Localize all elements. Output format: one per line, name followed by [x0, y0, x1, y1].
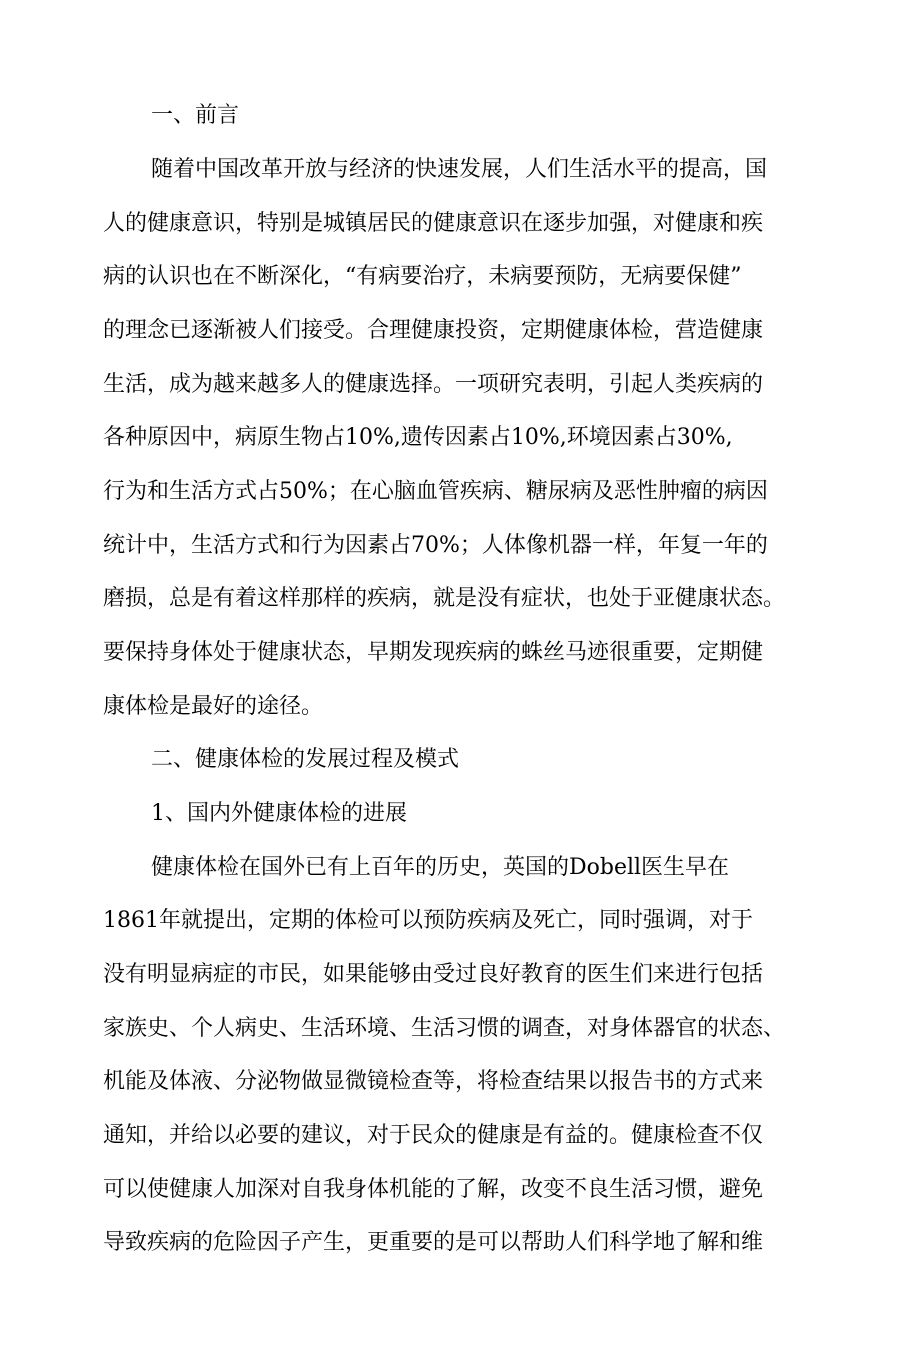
paragraph-line: 机能及体液、分泌物做显微镜检查等，将检查结果以报告书的方式来 — [103, 1069, 764, 1094]
paragraph-line: 导致疾病的危险因子产生，更重要的是可以帮助人们科学地了解和维 — [103, 1230, 764, 1255]
paragraph-line: 随着中国改革开放与经济的快速发展，人们生活水平的提高，国 — [151, 157, 768, 182]
heading-section-two: 二、健康体检的发展过程及模式 — [151, 747, 460, 772]
heading-preface: 一、前言 — [151, 103, 240, 128]
paragraph-line: 人的健康意识，特别是城镇居民的健康意识在逐步加强，对健康和疾 — [103, 211, 764, 236]
paragraph-line: 可以使健康人加深对自我身体机能的了解，改变不良生活习惯，避免 — [103, 1177, 764, 1202]
paragraph-line: 的理念已逐渐被人们接受。合理健康投资，定期健康体检，营造健康 — [103, 318, 764, 343]
paragraph-line: 通知，并给以必要的建议，对于民众的健康是有益的。健康检查不仅 — [103, 1123, 764, 1148]
paragraph-line: 1861年就提出，定期的体检可以预防疾病及死亡，同时强调，对于 — [103, 908, 753, 933]
subheading-progress: 1、国内外健康体检的进展 — [151, 801, 407, 826]
paragraph-line: 家族史、个人病史、生活环境、生活习惯的调查，对身体器官的状态、 — [103, 1016, 786, 1041]
paragraph-line: 康体检是最好的途径。 — [103, 694, 324, 719]
paragraph-line: 行为和生活方式占50%；在心脑血管疾病、糖尿病及恶性肿瘤的病因 — [103, 479, 768, 504]
paragraph-line: 生活，成为越来越多人的健康选择。一项研究表明，引起人类疾病的 — [103, 372, 764, 397]
paragraph-line: 磨损，总是有着这样那样的疾病，就是没有症状，也处于亚健康状态。 — [103, 586, 786, 611]
paragraph-line: 要保持身体处于健康状态，早期发现疾病的蛛丝马迹很重要，定期健 — [103, 640, 764, 665]
paragraph-line: 病的认识也在不断深化，“有病要治疗，未病要预防，无病要保健” — [103, 264, 742, 289]
paragraph-line: 各种原因中，病原生物占10%,遗传因素占10%,环境因素占30%, — [103, 425, 733, 450]
paragraph-line: 统计中，生活方式和行为因素占70%；人体像机器一样，年复一年的 — [103, 533, 768, 558]
paragraph-line: 健康体检在国外已有上百年的历史，英国的Dobell医生早在 — [151, 855, 730, 880]
paragraph-line: 没有明显病症的市民，如果能够由受过良好教育的医生们来进行包括 — [103, 962, 764, 987]
